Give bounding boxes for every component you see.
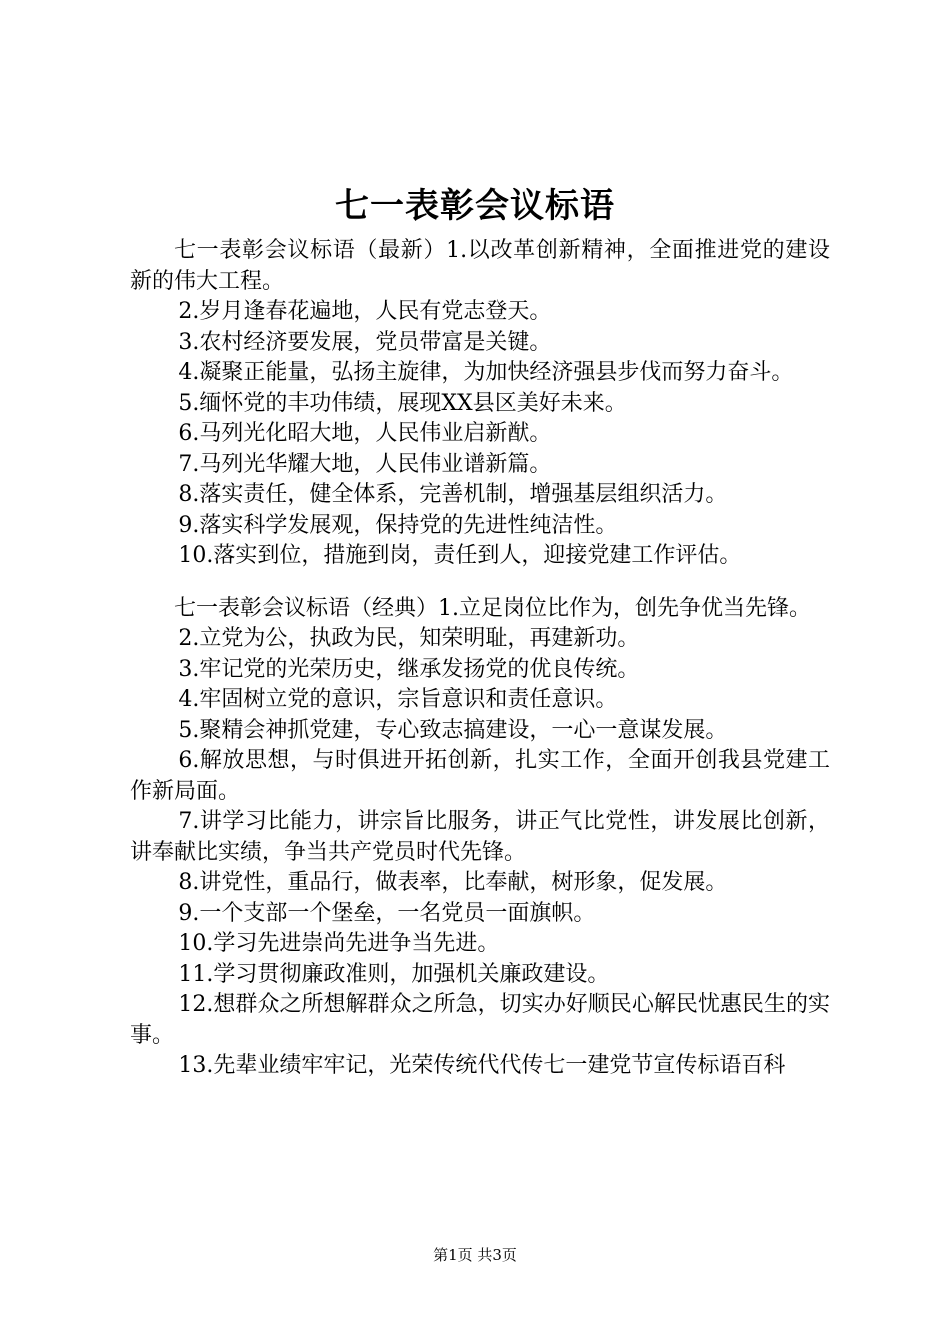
section1-item-6: 6.马列光化昭大地，人民伟业启新猷。 (178, 421, 552, 446)
section2-item-13: 13.先辈业绩牢牢记，光荣传统代代传七一建党节宣传标语百科 (178, 1053, 786, 1078)
section1-item-10: 10.落实到位，措施到岗，责任到人，迎接党建工作评估。 (178, 543, 742, 568)
document-body (130, 236, 830, 1082)
section2-item-12: 12.想群众之所想解群众之所急，切实办好顺民心解民忧惠民生的实事。 (130, 992, 830, 1048)
section2-item-3: 3.牢记党的光荣历史，继承发扬党的优良传统。 (178, 656, 640, 682)
section1-item-7: 7.马列光华耀大地，人民伟业谱新篇。 (178, 451, 552, 477)
section1-item-2: 2.岁月逢春花遍地，人民有党志登天。 (178, 299, 552, 324)
section1-item-3: 3.农村经济要发展，党员带富是关键。 (178, 329, 552, 355)
section1-item-4: 4.凝聚正能量，弘扬主旋律，为加快经济强县步伐而努力奋斗。 (178, 360, 794, 385)
section2-intro: 七一表彰会议标语（经典）1.立足岗位比作为，创先争优当先锋。 (174, 595, 811, 621)
section2-item-7: 7.讲学习比能力，讲宗旨比服务，讲正气比党性，讲发展比创新，讲奉献比实绩，争当共产党员时代先锋。 (130, 809, 830, 865)
section-divider (130, 572, 830, 594)
section2-item-6: 6.解放思想，与时俱进开拓创新，扎实工作，全面开创我县党建工作新局面。 (130, 748, 830, 804)
section1-item-5: 5.缅怀党的丰功伟绩，展现XX县区美好未来。 (178, 390, 627, 416)
document-title: 七一表彰会议标语 (335, 186, 615, 226)
section2-item-11: 11.学习贯彻廉政准则，加强机关廉政建设。 (178, 961, 610, 987)
section1-item-9: 9.落实科学发展观，保持党的先进性纯洁性。 (178, 512, 618, 538)
section2-item-2: 2.立党为公，执政为民，知荣明耻，再建新功。 (178, 626, 640, 651)
section2-item-9: 9.一个支部一个堡垒，一名党员一面旗帜。 (178, 900, 596, 926)
section2-item-4: 4.牢固树立党的意识，宗旨意识和责任意识。 (178, 687, 618, 712)
page-footer: 第1页 共3页 (433, 1246, 517, 1264)
section1-intro: 七一表彰会议标语（最新）1.以改革创新精神，全面推进党的建设新的伟大工程。 (130, 238, 830, 294)
section2-item-5: 5.聚精会神抓党建，专心致志搞建设，一心一意谋发展。 (178, 717, 728, 743)
section2-item-10: 10.学习先进崇尚先进争当先进。 (178, 931, 500, 956)
section1-item-8: 8.落实责任，健全体系，完善机制，增强基层组织活力。 (178, 482, 728, 507)
section2-item-8: 8.讲党性，重品行，做表率，比奉献，树形象，促发展。 (178, 870, 728, 895)
